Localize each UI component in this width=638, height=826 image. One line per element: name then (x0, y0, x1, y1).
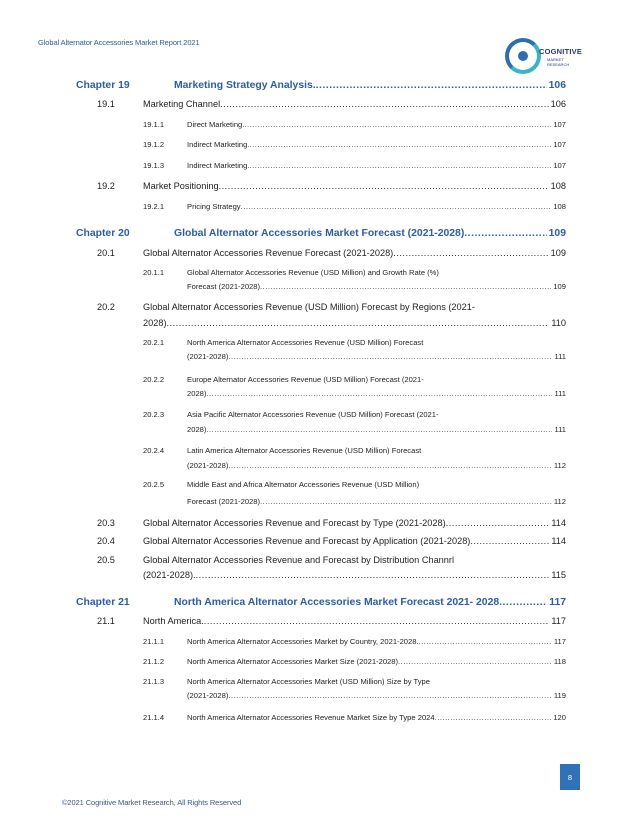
subsection-title: North America Alternator Accessories Revenue Market Size by Type 2024 (187, 713, 435, 722)
subsection-title-line-1: North America Alternator Accessories Market (USD Million) Size by Type (187, 677, 430, 686)
footer-copyright: ©2021 Cognitive Market Research, All Rights Reserved (62, 798, 242, 807)
subsection-line-1 (143, 677, 430, 686)
subsection-title: Direct Marketing. (187, 120, 245, 129)
page-ref: 106 (548, 80, 566, 91)
toc-subsection-19-1-1[interactable] (143, 120, 566, 129)
cognitive-logo (505, 38, 583, 76)
leader-dots (249, 161, 551, 170)
leader-dots (219, 181, 549, 191)
toc-subsection-21-1-2[interactable] (143, 657, 566, 666)
subsection-line-1 (143, 375, 424, 384)
section-number: 20.2 (97, 302, 115, 312)
subsection-line-1 (143, 410, 439, 419)
report-header-title: Global Alternator Accessories Market Report 2021 (38, 38, 200, 47)
section-number: 20.5 (97, 555, 115, 565)
subsection-title-line-2: Forecast (2021-2028) (187, 497, 261, 506)
subsection-title-line-1: Global Alternator Accessories Revenue (USD Million) and Growth Rate (%) (187, 268, 439, 277)
subsection-title: Indirect Marketing. (187, 140, 250, 149)
subsection-title: North America Alternator Accessories Market Size (2021-2028) (187, 657, 399, 666)
section-title: Market Positioning (143, 181, 219, 191)
section-title: Global Alternator Accessories Revenue and Forecast by Application (2021-2028) (143, 536, 471, 546)
leader-dots (244, 120, 551, 129)
subsection-title-line-2: Forecast (2021-2028) (187, 282, 261, 291)
leader-dots (167, 318, 550, 328)
toc-section-21-1[interactable] (97, 616, 566, 626)
subsection-number: 21.1.2 (143, 657, 165, 666)
toc-subsection-21-1-1[interactable] (143, 637, 566, 646)
toc-subsection-19-1-3[interactable] (143, 161, 566, 170)
leader-dots (241, 202, 552, 211)
subsection-number: 19.1.3 (143, 161, 165, 170)
page-ref: 112 (553, 497, 566, 506)
section-number: 20.4 (97, 536, 115, 546)
leader-dots (393, 248, 548, 258)
subsection-title-line-2: (2021-2028) (187, 691, 229, 700)
page-ref: 112 (553, 461, 566, 470)
subsection-title: Indirect Marketing. (187, 161, 250, 170)
toc-chapter-20[interactable] (76, 228, 566, 239)
section-title: Global Alternator Accessories Revenue Forecast (2021-2028) (143, 248, 394, 258)
section-title: North America. (143, 616, 204, 626)
leader-dots (435, 713, 552, 722)
page-ref: 117 (549, 597, 566, 608)
section-title-line-2: (2021-2028). (143, 570, 196, 580)
subsection-number: 20.2.3 (143, 410, 165, 419)
subsection-title: Pricing Strategy (187, 202, 241, 211)
logo-tagline-2: RESEARCH (547, 62, 570, 67)
subsection-line-1 (143, 480, 419, 489)
section-title: Marketing Channel (143, 99, 221, 109)
leader-dots (228, 691, 552, 700)
page-ref: 119 (553, 691, 566, 700)
subsection-number: 19.2.1 (143, 202, 165, 211)
logo-tagline-1: MARKET (547, 57, 564, 62)
page-ref: 109 (548, 228, 566, 239)
chapter-title: Marketing Strategy Analysis. (174, 80, 316, 91)
section-title-line-1: Global Alternator Accessories Revenue (USD Million) Forecast by Regions (2021- (143, 302, 475, 312)
subsection-line-1 (143, 268, 439, 277)
section-title-line-2: 2028) (143, 318, 167, 328)
chapter-number: Chapter 20 (76, 228, 130, 239)
subsection-title-line-1: Europe Alternator Accessories Revenue (USD Million) Forecast (2021- (187, 375, 424, 384)
page-ref: 117 (551, 616, 566, 626)
section-line-1 (97, 555, 454, 565)
page-ref: 111 (554, 389, 566, 398)
section-number: 20.3 (97, 518, 115, 528)
subsection-line-2 (187, 352, 566, 361)
leader-dots (228, 461, 552, 470)
chapter-title: North America Alternator Accessories Market Forecast 2021- 2028 (174, 597, 500, 608)
subsection-number: 20.1.1 (143, 268, 165, 277)
toc-subsection-21-1-4[interactable] (143, 713, 566, 722)
section-title-line-1: Global Alternator Accessories Revenue and Forecast by Distribution Channrl (143, 555, 455, 565)
leader-dots (470, 536, 549, 546)
subsection-title-line-2: 2028) (187, 425, 207, 434)
subsection-line-2 (187, 282, 566, 291)
page-ref: 107 (553, 120, 566, 129)
page-ref: 115 (551, 570, 566, 580)
subsection-title: North America Alternator Accessories Market by Country, 2021-2028. (187, 637, 419, 646)
page-number-badge: 8 (560, 764, 580, 790)
leader-dots (464, 228, 546, 239)
page-ref: 107 (553, 140, 566, 149)
subsection-title-line-2: (2021-2028) (187, 461, 229, 470)
subsection-number: 19.1.2 (143, 140, 165, 149)
subsection-title-line-1: Asia Pacific Alternator Accessories Revenue (USD Million) Forecast (2021- (187, 410, 439, 419)
leader-dots (204, 616, 550, 626)
page-ref: 111 (554, 352, 566, 361)
leader-dots (206, 389, 552, 398)
subsection-number: 20.2.1 (143, 338, 165, 347)
leader-dots (249, 140, 551, 149)
section-title: Global Alternator Accessories Revenue and Forecast by Type (2021-2028) (143, 518, 446, 528)
subsection-title-line-1: Middle East and Africa Alternator Accessories Revenue (USD Million) (187, 480, 420, 489)
page-ref: 109 (553, 282, 566, 291)
page-ref: 114 (551, 536, 566, 546)
page-ref: 108 (550, 181, 566, 191)
page-ref: 110 (551, 318, 566, 328)
logo-name: COGNITIVE (539, 47, 583, 56)
section-number: 21.1 (97, 616, 115, 626)
toc-subsection-19-2-1[interactable] (143, 202, 566, 211)
toc-subsection-19-1-2[interactable] (143, 140, 566, 149)
page-ref: 107 (553, 161, 566, 170)
chapter-title: Global Alternator Accessories Market Forecast (2021-2028) (174, 228, 465, 239)
subsection-number: 21.1.4 (143, 713, 165, 722)
page-ref: 108 (553, 202, 566, 211)
leader-dots (499, 597, 547, 608)
page-ref: 109 (550, 248, 566, 258)
page-ref: 106 (550, 99, 566, 109)
subsection-number: 20.2.2 (143, 375, 165, 384)
subsection-number: 19.1.1 (143, 120, 165, 129)
toc-section-19-1[interactable] (97, 99, 566, 109)
section-line-2 (143, 570, 566, 580)
subsection-line-2 (187, 425, 566, 434)
subsection-number: 21.1.1 (143, 637, 165, 646)
subsection-line-2 (187, 497, 566, 506)
leader-dots (316, 80, 547, 91)
toc-section-20-3[interactable] (97, 518, 566, 528)
logo-dot (518, 51, 528, 61)
chapter-number: Chapter 19 (76, 80, 130, 91)
logo-tagline (547, 57, 569, 67)
subsection-line-2 (187, 691, 566, 700)
page-ref: 118 (553, 657, 566, 666)
subsection-number: 20.2.4 (143, 446, 165, 455)
leader-dots (260, 282, 551, 291)
subsection-number: 21.1.3 (143, 677, 165, 686)
section-number: 19.1 (97, 99, 115, 109)
chapter-number: Chapter 21 (76, 597, 130, 608)
section-line-1 (97, 302, 475, 312)
leader-dots (419, 637, 552, 646)
page-ref: 114 (551, 518, 566, 528)
toc-section-19-2[interactable] (97, 181, 566, 191)
subsection-number: 20.2.5 (143, 480, 165, 489)
subsection-title-line-2: (2021-2028) (187, 352, 229, 361)
toc-chapter-19[interactable] (76, 80, 566, 91)
toc-section-20-1[interactable] (97, 248, 566, 258)
leader-dots (446, 518, 550, 528)
toc-chapter-21[interactable] (76, 597, 566, 608)
toc-section-20-4[interactable] (97, 536, 566, 546)
subsection-line-2 (187, 389, 566, 398)
page-ref: 120 (553, 713, 566, 722)
subsection-line-2 (187, 461, 566, 470)
subsection-line-1 (143, 446, 421, 455)
section-number: 20.1 (97, 248, 115, 258)
leader-dots (260, 497, 552, 506)
section-number: 19.2 (97, 181, 115, 191)
subsection-title-line-1: Latin America Alternator Accessories Revenue (USD Million) Forecast (187, 446, 422, 455)
leader-dots (206, 425, 552, 434)
leader-dots (196, 570, 550, 580)
page-ref: 111 (554, 425, 566, 434)
subsection-title-line-2: 2028) (187, 389, 207, 398)
page-ref: 117 (553, 637, 566, 646)
subsection-line-1 (143, 338, 423, 347)
leader-dots (228, 352, 552, 361)
section-line-2 (143, 318, 566, 328)
subsection-title-line-1: North America Alternator Accessories Revenue (USD Million) Forecast (187, 338, 424, 347)
leader-dots (398, 657, 552, 666)
leader-dots (220, 99, 549, 109)
